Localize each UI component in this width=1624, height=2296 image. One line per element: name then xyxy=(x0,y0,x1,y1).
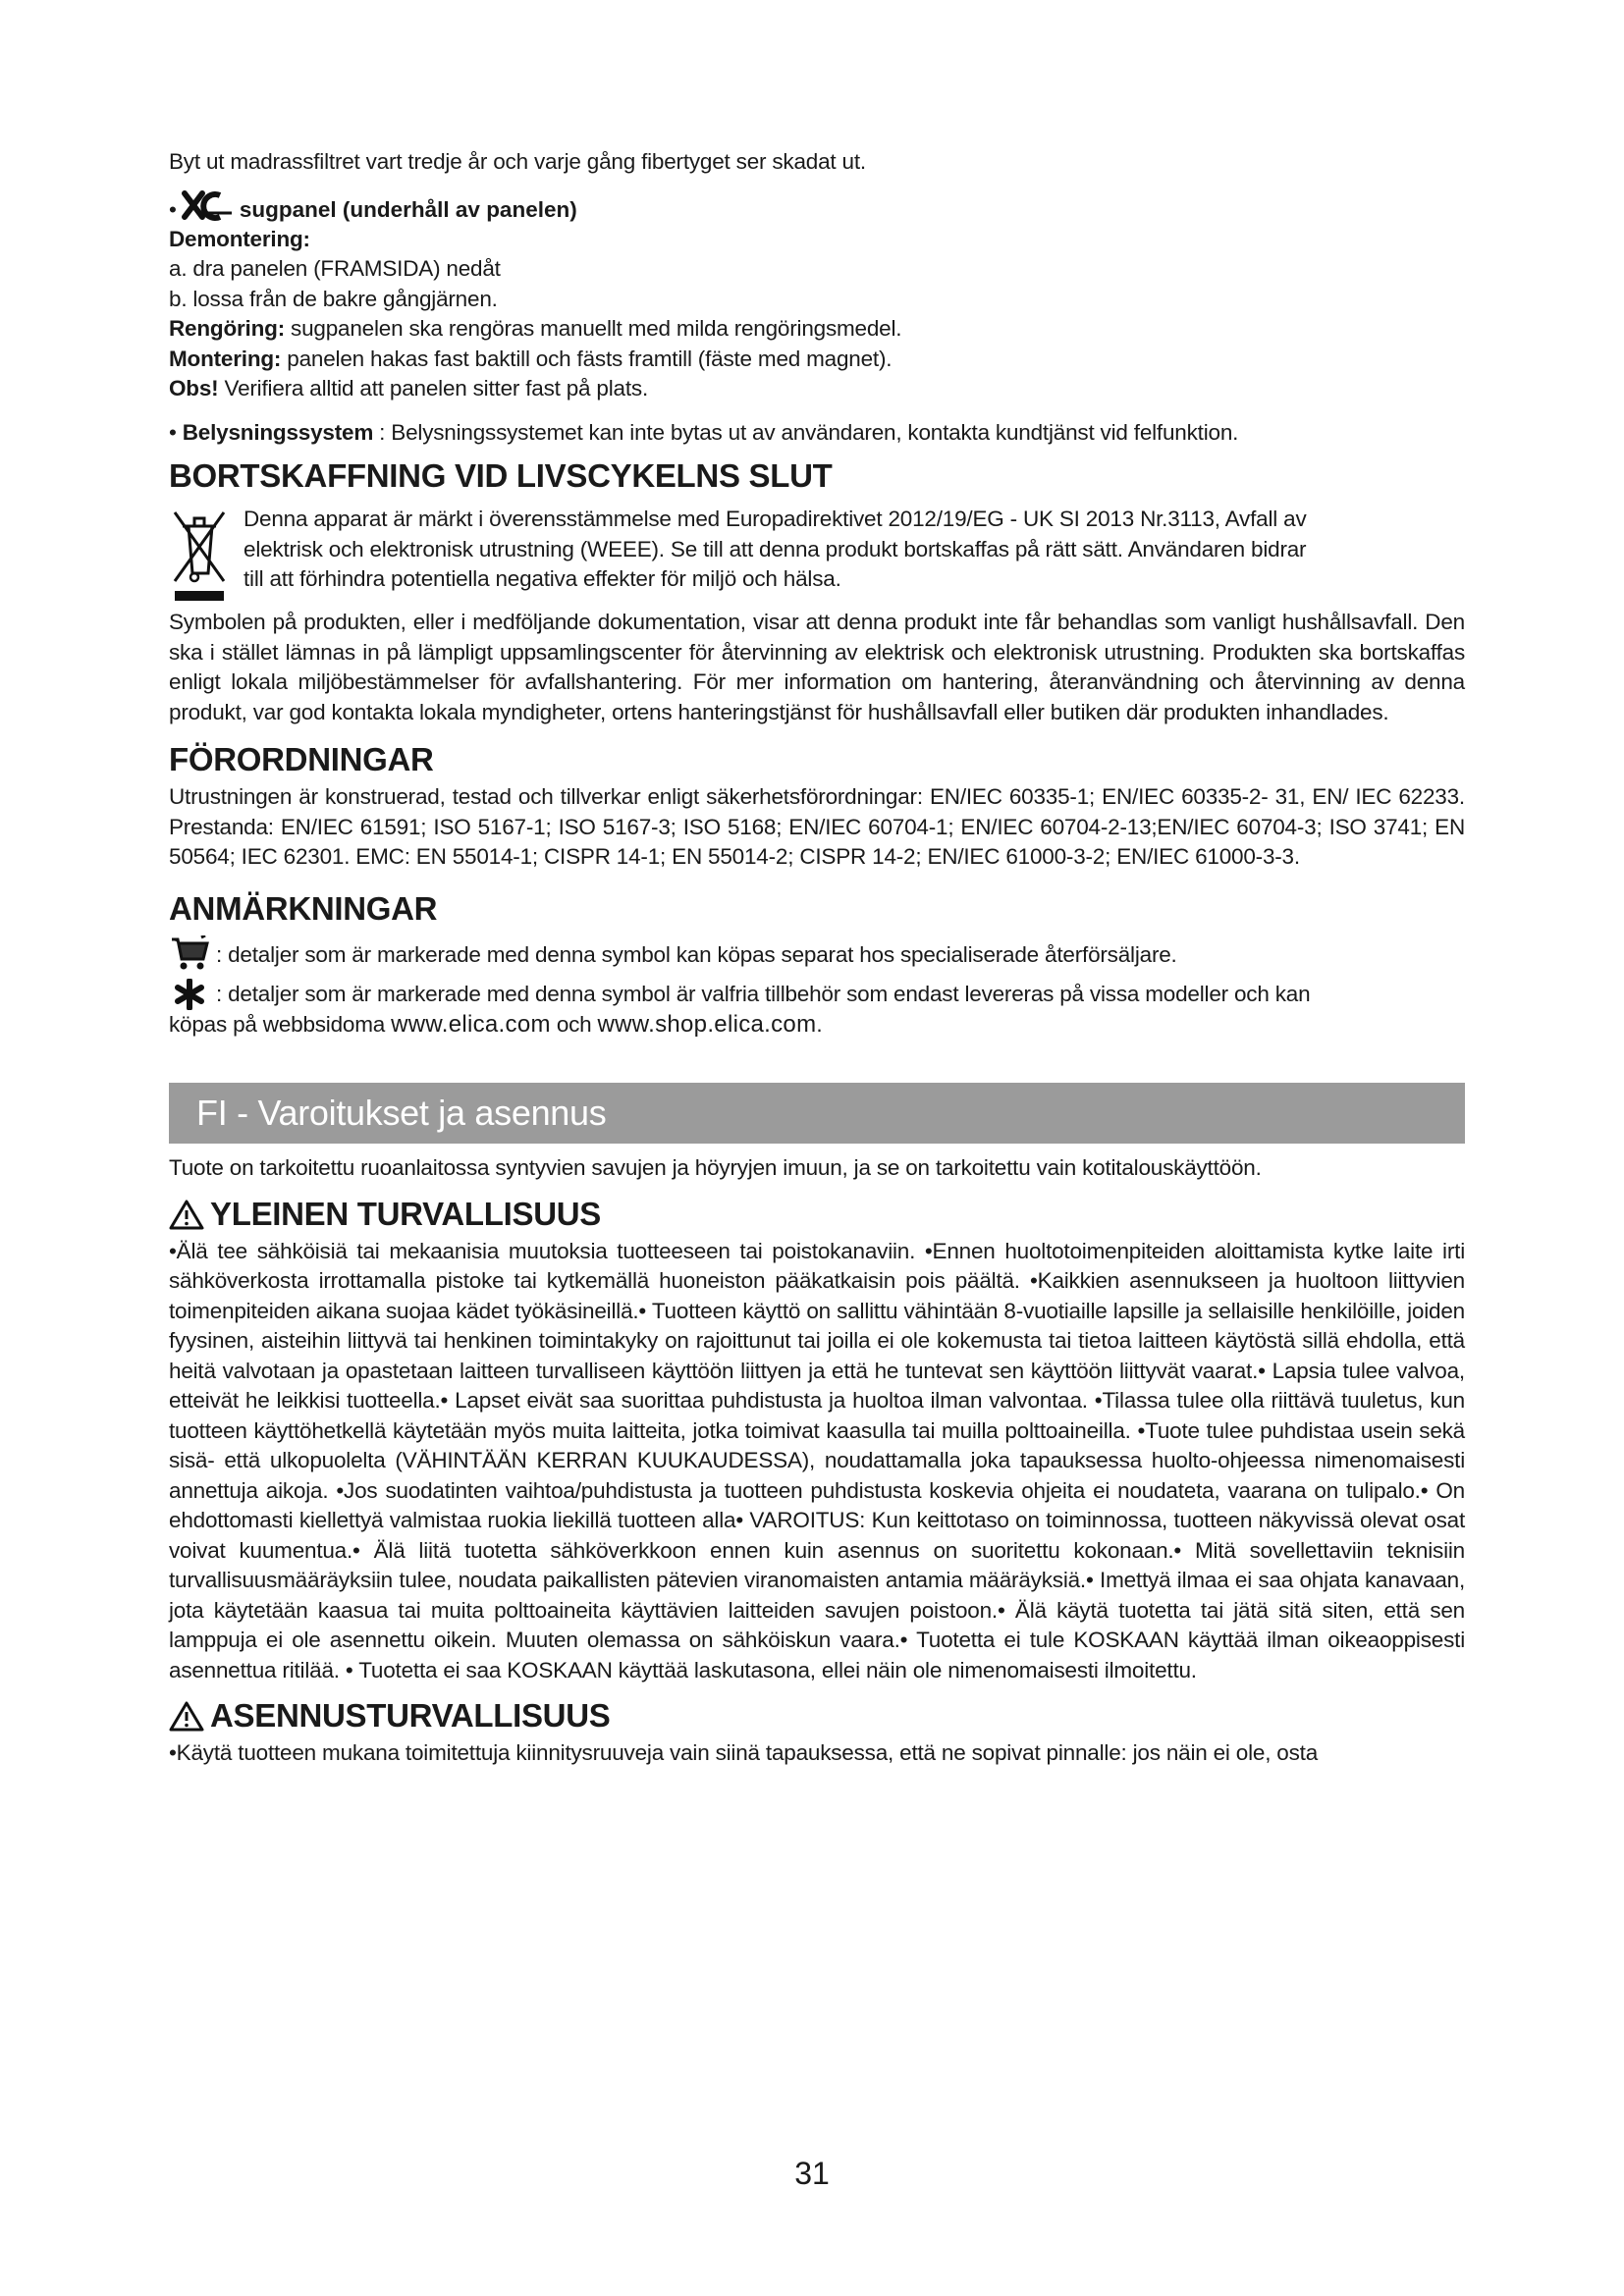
obs-line xyxy=(169,374,1465,404)
weee-line-3: till att förhindra potentiella negativa effekter för miljö och hälsa. xyxy=(244,566,841,591)
weee-block xyxy=(169,505,1465,608)
och-text: och xyxy=(550,1011,598,1037)
tools-icon xyxy=(181,184,240,225)
weee-line-1: Denna apparat är märkt i överensstämmelse med Europadirektivet 2012/19/EG - UK SI 2013 Nr.3113, Avfall av xyxy=(244,507,1307,531)
montering-label: Montering: xyxy=(169,346,282,371)
install-paragraph: •Käytä tuotteen mukana toimitettuja kiinnitysruuveja vain siinä tapauksessa, että ne sopivat pinnalle: jos näin ei ole, osta xyxy=(169,1740,1319,1765)
sugpanel-title: sugpanel (underhåll av panelen) xyxy=(239,196,577,222)
page-number: 31 xyxy=(794,2156,830,2191)
note-1: : detaljer som är markerade med denna symbol kan köpas separat hos specialiserade återförsäljare. xyxy=(216,942,1177,967)
safety-heading-row xyxy=(169,1196,1465,1233)
warning-triangle-icon xyxy=(169,1199,204,1230)
obs-text: Verifiera alltid att panelen sitter fast på plats. xyxy=(218,376,649,400)
install-heading-row xyxy=(169,1697,1465,1735)
safety-heading: YLEINEN TURVALLISUUS xyxy=(210,1195,601,1232)
montering-line xyxy=(169,345,1465,375)
obs-label: Obs! xyxy=(169,376,219,400)
bortskaffning-heading: BORTSKAFFNING VID LIVSCYKELNS SLUT xyxy=(169,457,833,494)
safety-paragraph: •Älä tee sähköisiä tai mekaanisia muutoksia tuotteeseen tai poistokanaviin. •Ennen huoltotoimenpiteiden aloittamista kytke laite irti sähköverkosta irrottamalla pistoke tai kytkemällä huoneiston pääkatkaisin pois päältä. •Kaikkien asennukseen ja huoltoon liittyvien toimenpiteiden aikana suojaa kädet työkäsineillä.• Tuotteen käyttö on sallittu vähintään 8-vuotiaille lapsille ja sellaisille henkilöille, joiden fyysinen, aisteihin liittyvä tai henkinen toimintakyky on rajoittunut tai joilla ei ole kokemusta tai tietoa laitteen käytöstä sillä ehdolla, että heitä valvotaan ja opastetaan laitteen turvalliseen käyttöön liittyen ja että he tuntevat sen käyttöön liittyvät vaarat.• Lapsia tulee valvoa, etteivät he leikkisi tuotteella.• Lapset eivät saa suorittaa puhdistusta ja huoltoa ilman valvontaa. •Tilassa tulee olla riittävä tuuletus, kun tuotteen käyttöhetkellä käytetään myös muita laitteita, jotka toimivat kaasulla tai muilla polttoaineilla. •Tuote tulee puhdistaa usein sekä sisä- että ulkopuolelta (VÄHINTÄÄN KERRAN KUUKAUDESSA), noudattamalla joka tapauksessa huolto-ohjeessa nimenomaisesti annettuja aikoja. •Jos suodatinten vaihtoa/puhdistusta ja tuotteen puhdistusta koskevia ohjeita ei noudateta, vaarana on tulipalo.• On ehdottomasti kiellettyä valmistaa ruokia liekillä tuotteen alla• VAROITUS: Kun keittotaso on toiminnossa, tuotteen näkyvissä olevat osat voivat kuumentua.• Älä liitä tuotetta sähköverkkoon ennen kuin asennus on suoritettu kokonaan.• Mitä sovellettaviin teknisiin turvallisuusmääräyksiin tulee, noudata paikallisten pätevien viranomaisten antamia määräyksiä.• Imettyä ilmaa ei saa ohjata kanavaan, jota käytetään kaasua tai muita polttoaineita käyttävien laitteiden savujen poistoon.• Älä käytä tuotetta tai jätä sitä siten, että sen lamppuja ei ole asennettu oikein. Muuten olemassa on sähköiskun vaara.• Tuotetta ei tule KOSKAAN käyttää ilman oikeaoppisesti asennettua ritilää. • Tuotetta ei saa KOSKAAN käyttää laskutasona, ellei näin ole nimenomaisesti ilmoitettu. xyxy=(169,1238,1465,1682)
fi-section-banner: FI - Varoitukset ja asennus xyxy=(169,1083,1465,1144)
note-2-cont-text: köpas på webbsidoma xyxy=(169,1011,392,1037)
anmarkningar-heading: ANMÄRKNINGAR xyxy=(169,889,438,927)
belysning-line xyxy=(169,418,1465,449)
note-2-continued xyxy=(169,1010,1465,1041)
weee-text xyxy=(244,505,1465,608)
forordningar-paragraph: Utrustningen är konstruerad, testad och tillverkar enligt säkerhetsförordningar: EN/IEC 60335-1; EN/IEC 60335-2- 31, EN/ IEC 62233. Prestanda: EN/IEC 61591; ISO 5167-1; ISO 5167-3; ISO 5168; EN/IEC 60704-1; EN/IEC 60704-2-13;EN/IEC 60704-3; ISO 3741; EN 50564; IEC 62301. EMC: EN 55014-1; CISPR 14-1; EN 55014-2; CISPR 14-2; EN/IEC 61000-3-2; EN/IEC 61000-3-3. xyxy=(169,784,1465,869)
asterisk-icon xyxy=(169,979,210,1010)
shopping-cart-icon xyxy=(169,935,210,971)
link-elica[interactable]: www.elica.com xyxy=(391,1010,551,1038)
warning-triangle-icon xyxy=(169,1700,204,1732)
bullet: • xyxy=(169,419,183,445)
weee-bin-icon xyxy=(169,505,230,608)
link-shop-elica[interactable]: www.shop.elica.com xyxy=(597,1010,817,1038)
demontering-label: Demontering: xyxy=(169,226,310,251)
step-a: a. dra panelen (FRAMSIDA) nedåt xyxy=(169,256,501,281)
bortskaffning-paragraph: Symbolen på produkten, eller i medföljande dokumentation, visar att denna produkt inte får behandlas som vanligt hushållsavfall. Den ska i stället lämnas in på lämpligt uppsamlingscenter för återvinning av elektrisk och elektronisk utrustning. Produkten ska bortskaffas enligt lokala miljöbestämmelser för avfallshantering. För mer information om hantering, återanvändning och återvinning av denna produkt, var god kontakta lokala myndigheter, ortens hanteringstjänst för hushållsavfall eller butiken där produkten inhandlades. xyxy=(169,610,1465,724)
montering-text: panelen hakas fast baktill och fästs framtill (fäste med magnet). xyxy=(281,346,893,371)
bullet: • xyxy=(169,196,177,222)
period: . xyxy=(816,1011,823,1037)
belysning-label: Belysningssystem xyxy=(182,419,374,445)
madrass-line: Byt ut madrassfiltret vart tredje år och varje gång fibertyget ser skadat ut. xyxy=(169,149,866,174)
step-b: b. lossa från de bakre gångjärnen. xyxy=(169,286,498,311)
note-2: : detaljer som är markerade med denna symbol är valfria tillbehör som endast levereras på vissa modeller och kan xyxy=(216,982,1311,1006)
sugpanel-title-line xyxy=(169,184,1465,225)
install-heading: ASENNUSTURVALLISUUS xyxy=(210,1697,611,1734)
rengoring-line xyxy=(169,314,1465,345)
fi-intro: Tuote on tarkoitettu ruoanlaitossa syntyvien savujen ja höyryjen imuun, ja se on tarkoitettu vain kotitalouskäyttöön. xyxy=(169,1155,1262,1180)
document-page xyxy=(169,147,1465,1769)
note-row-cart xyxy=(169,935,1465,971)
rengoring-text: sugpanelen ska rengöras manuellt med milda rengöringsmedel. xyxy=(284,316,902,341)
forordningar-heading: FÖRORDNINGAR xyxy=(169,741,434,777)
belysning-text: : Belysningssystemet kan inte bytas ut av användaren, kontakta kundtjänst vid felfunktion. xyxy=(373,419,1239,445)
note-row-asterisk xyxy=(169,979,1465,1010)
rengoring-label: Rengöring: xyxy=(169,316,285,341)
weee-line-2: elektrisk och elektronisk utrustning (WEEE). Se till att denna produkt bortskaffas på rätt sätt. Användaren bidrar xyxy=(244,536,1307,561)
